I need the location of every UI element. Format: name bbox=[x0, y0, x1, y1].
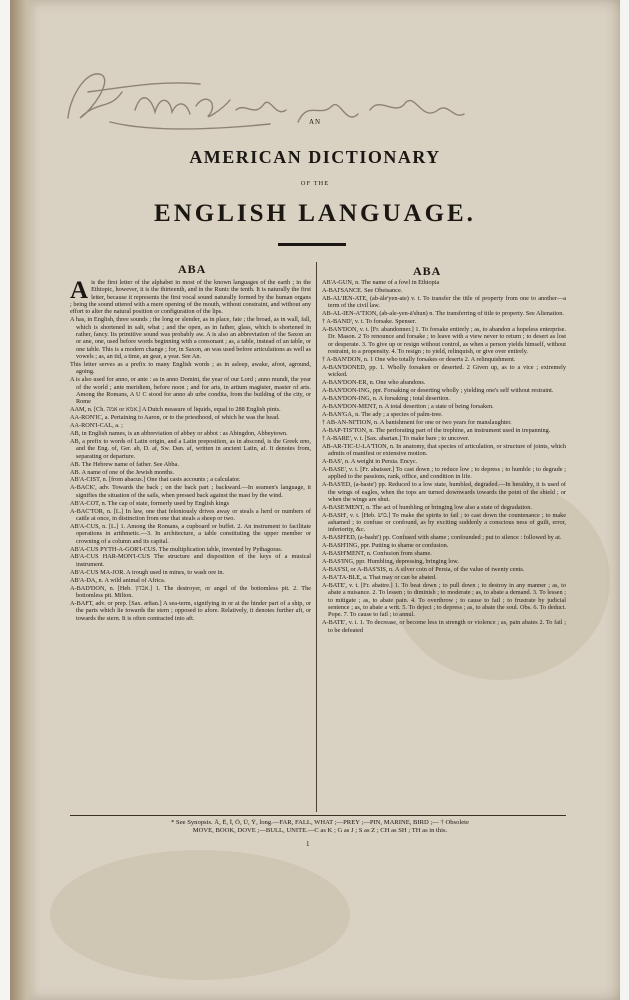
dictionary-entry: † A-BARE', v. t. [Sax. abarian.] To make bare ; to uncover. bbox=[322, 434, 470, 442]
dictionary-entry: AAM, n. [Ch. אמה or אמא.] A Dutch measure of liquids, equal to 288 English pints. bbox=[70, 406, 281, 414]
column-header-right: ABA bbox=[413, 264, 442, 278]
dictionary-entry: AB-AR-TIC-U-LA'TION, n. In anatomy, that species of articulation, or structure of joints, which admits of manifest or extensive motion. bbox=[322, 442, 566, 458]
dictionary-entry: A-BASH'ING, ppr. Putting to shame or confusion. bbox=[322, 542, 449, 550]
dictionary-entry: A-BATE', v. t. [Fr. abattre.] 1. To beat down ; to pull down ; to destroy in any manner ; as, to abate a nuisance. 2. To lessen ; to diminish ; to moderate ; as, to abate a demand. 3. To lessen ; to mitigate ; as, to abate pain. 4. To overthrow ; to cause to fail ; to frustrate by judicial sentence ; as, to abate a writ. 5. To deject ; to depress ; as, to abate the soul. Obs. 6. To deduct. Pope. 7. To cause to fail ; to annul. bbox=[322, 582, 566, 619]
dictionary-entry: A-BASH'MENT, n. Confusion from shame. bbox=[322, 550, 432, 558]
page-stain bbox=[50, 850, 350, 980]
left-column bbox=[70, 279, 311, 623]
column-header-left: ABA bbox=[178, 262, 207, 276]
dictionary-entry: A-BA'TA-BLE, a. That may or can be abated. bbox=[322, 574, 437, 582]
dictionary-entry: AB'A-DA, n. A wild animal of Africa. bbox=[70, 576, 166, 584]
dictionary-entry: † AB-AN-NI'TION, n. A banishment for one or two years for manslaughter. bbox=[322, 418, 512, 426]
dictionary-entry: AA-RON'IC, a. Pertaining to Aaron, or to the priesthood, of which he was the head. bbox=[70, 414, 280, 422]
dictionary-entry: A-BAN'DON-ER, n. One who abandons. bbox=[322, 379, 426, 387]
drop-cap-a: A bbox=[70, 277, 89, 304]
dictionary-entry: A-BAN'DON-ING, ppr. Forsaking or deserting wholly ; yielding one's self without restraint. bbox=[322, 387, 554, 395]
pronunciation-key bbox=[70, 819, 570, 835]
column-divider bbox=[316, 262, 317, 812]
dictionary-entry: AB, in English names, is an abbreviation of abbey or abbot : as Abingdon, Abbeytown. bbox=[70, 430, 288, 438]
dictionary-entry: AB'A-CUS, n. [L.] 1. Among the Romans, a cupboard or buffet. 2. An instrument to facilitate operations in arithmetic.—3. In architecture, a table constituting the upper member or crowning of a column and its capital. bbox=[70, 522, 311, 545]
dictionary-entry: A-BAS', n. A weight in Persia. Encyc. bbox=[322, 458, 418, 465]
dictionary-entry: AB. The Hebrew name of father. See Abba. bbox=[70, 460, 179, 468]
dictionary-entry: A-BAI'SANCE. See Obeisance. bbox=[322, 286, 403, 294]
title-american-dictionary: AMERICAN DICTIONARY bbox=[189, 147, 441, 167]
dictionary-entry: † A-BAND', v. t. To forsake. Spenser. bbox=[322, 318, 417, 326]
dictionary-entry: A-BAS'ING, ppr. Humbling, depressing, bringing low. bbox=[322, 558, 459, 566]
title-english-language: ENGLISH LANGUAGE. bbox=[154, 200, 476, 227]
dictionary-entry: A-BASE', v. t. [Fr. abaisser.] To cast down ; to reduce low ; to depress ; to humble ; to degrade ; applied to the passions, rank, office, and condition in life. bbox=[322, 465, 566, 481]
dictionary-entry: AB, a prefix to words of Latin origin, and a Latin preposition, as in abscond, is the Greek απο, and the Eng. of, Ger. ab, D. af, Sw. Dan. af, written in ancient Latin, af. It denotes from, separating or departure. bbox=[70, 437, 311, 460]
dictionary-entry: A-BASE'MENT, n. The act of humbling or bringing low also a state of degradation. bbox=[322, 503, 532, 511]
handwritten-signature bbox=[40, 40, 470, 150]
title-small-word: AN bbox=[308, 118, 322, 126]
pronunciation-key-line1: * See Synopsis. Ā, Ē, Ī, Ō, Ū, Ȳ, long.—FAR, FALL, WHAT ;—PREY ;—PIN, MARINE, BIRD ;— † Obsolete bbox=[171, 819, 469, 826]
dictionary-entry: A-BAC'TOR, n. [L.] In law, one that feloniously drives away or steals a herd or numbers of cattle at once, in distinction from one that steals a sheep or two. bbox=[70, 507, 311, 522]
dictionary-entry: A-BAN'DONED, pp. 1. Wholly forsaken or deserted. 2 Given up, as to a vice ; extremely wicked. bbox=[322, 363, 566, 379]
dictionary-entry: AB. A name of one of the Jewish months. bbox=[70, 468, 175, 476]
dictionary-entry: AA-RON'I-CAL, a. ; bbox=[70, 422, 123, 430]
dictionary-entry: A-BAN'GA, n. The ady ; a species of palm-tree. bbox=[322, 410, 443, 418]
dictionary-entry: A-BAS'ED, (a-baste') pp. Reduced to a low state, humbled, degraded.—In heraldry, it is used of the wings of eagles, when the tops are turned downwards towards the point of the shield ; or when the wings are shut. bbox=[322, 481, 566, 503]
dictionary-entry: A-BAN'DON, v. t. [Fr. abandonner.] 1. To forsake entirely ; as, to abandon a hopeless enterprise. Dr. Mason. 2 To renounce and forsake ; to leave with a view never to return ; to desert as lost or desperate. 3. To give up or resign without control, as when a person yields himself, without restraint, to a propensity. 4. To resign ; to yield, relinquish, or give over entirely. bbox=[322, 326, 566, 356]
dictionary-entry: AB'A-CIST, n. [from abacus.] One that casts accounts ; a calculator. bbox=[70, 476, 241, 484]
dictionary-entry: AB'A-CUS HAR-MON'I-CUS The structure and disposition of the keys of a musical instrument. bbox=[70, 553, 311, 568]
footnote-rule bbox=[70, 815, 566, 816]
dictionary-entry: A-BACK', adv. Towards the back ; on the back part ; backward.—In seamen's language, it signifies the situation of the sails, when pressed back against the mast by the wind. bbox=[70, 484, 311, 499]
dictionary-entry: AB'A-GUN, n. The name of a fowl in Ethiopia bbox=[322, 279, 440, 286]
dictionary-entry: A-BAD'DON, n. [Heb. אבדון.] 1. The destroyer, or angel of the bottomless pit. 2. The bottomless pit. Milton. bbox=[70, 584, 312, 599]
dictionary-entry: A-BAN'DON-MENT, n. A total desertion ; a state of being forsaken. bbox=[322, 403, 494, 411]
right-column bbox=[322, 279, 566, 635]
dictionary-entry: AB-AL'IEN-ATE, (ab-āle'yen-ate) v. t. To transfer the title of property from one to another—a term of the civil law. bbox=[322, 294, 566, 310]
dictionary-entry: A-BASH'ED, (a-basht') pp. Confused with shame ; confounded ; put to silence : followed by at. bbox=[322, 534, 562, 542]
dictionary-entry: AB'A-CUS MA-JOR. A trough used in mines, to wash ore in. bbox=[70, 568, 225, 576]
title-rule bbox=[278, 243, 346, 246]
dictionary-entry: A-BAN'DON-ING, n. A forsaking ; total desertion. bbox=[322, 395, 451, 403]
dictionary-entry: A-BATE', v. i. 1. To decrease, or become less in strength or violence ; as, pain abates 2. To fail ; to be defeated bbox=[322, 619, 566, 634]
dictionary-entry: AB'A-COT, n. The cap of state, formerly used by English kings bbox=[70, 499, 230, 507]
entry-a-intro: Ais the first letter of the alphabet in most of the known languages of the earth ; in the Ethiopic, however, it is the thirteenth, and in the Runic the tenth. It is naturally the first letter, because it represents the first vocal sound naturally formed by the human organs ; being the sound uttered with a mere opening of the mouth, without constraint, and without any effort to alter the natural position or configuration of the lips. bbox=[70, 277, 311, 316]
page-number: 1 bbox=[306, 840, 310, 848]
dictionary-entry: † A-BAN'DON, n. 1 One who totally forsakes or deserts 2. A relinquishment. bbox=[322, 356, 516, 363]
dictionary-entry: AB'A-CUS PYTH-A-GOR'I-CUS. The multiplication table, invented by Pythagoras. bbox=[70, 545, 283, 553]
dictionary-entry: A-BASH', v. t. [Heb. בוש.] To make the spirits to fail ; to cast down the countenance ; to make ashamed ; to confuse or confound, as by exciting suddenly a conscious ness of guilt, error, inferiority, &c. bbox=[322, 511, 567, 534]
dictionary-entry: AB-AL-IEN-A'TION, (ab-ale-yen-ā'shun) n. The transferring of title to property. See Alienation. bbox=[322, 310, 564, 318]
dictionary-entry: A-BAFT, adv. or prep. [Sax. æftan.] A sea-term, signifying in or at the hinder part of a ship, or the parts which lie towards the stern ; opposed to afore. Relatively, it denotes further aft, or towards the stern. It is often contracted into aft. bbox=[70, 599, 311, 622]
dictionary-entry: A is also used for anno, or ante : as in anno Domini, the year of our Lord ; anno mundi, the year of the world ; ante meridiem, before noon ; and for arts, in artium magister, master of arts. Among the Romans, A U C stood for anno ab urbe condita, from the building of the city, or Rome bbox=[70, 376, 311, 406]
pronunciation-key-line2: MOVE, BOOK, DOVE ;—BULL, UNITE.—C as K ; G as J ; S as Z ; CH as SH ; TH as in this. bbox=[192, 827, 448, 835]
dictionary-entry: A has, in English, three sounds ; the long or slender, as in place, fate ; the broad, as in wall, fall, which is shortened in salt, what ; and the open, as in father, glass, which is shortened in rather, fancy. Its primitive sound was probably aw. A is also an abbreviation of the Saxon an or ane, one, used before words beginning with a consonant ; as, a table, instead of an table, or one table. This is a modern change ; for, in Saxon, an was used before articulations as well as vowels ; as, an tid, a time, an gear, a year. See An. bbox=[70, 316, 311, 361]
dictionary-page bbox=[10, 0, 620, 1000]
title-of-the: OF THE bbox=[300, 180, 330, 187]
dictionary-entry: This letter serves as a prefix to many English words ; as in asleep, awake, afoot, aground, agoing. bbox=[70, 360, 311, 376]
dictionary-entry: A-BAS'SI, or A-BAS'SIS, n. A silver coin of Persia, of the value of twenty cents. bbox=[322, 566, 525, 574]
dictionary-entry: A-BAP-TIS'TON, n. The perforating part of the trephine, an instrument used in trepanning. bbox=[322, 426, 551, 434]
